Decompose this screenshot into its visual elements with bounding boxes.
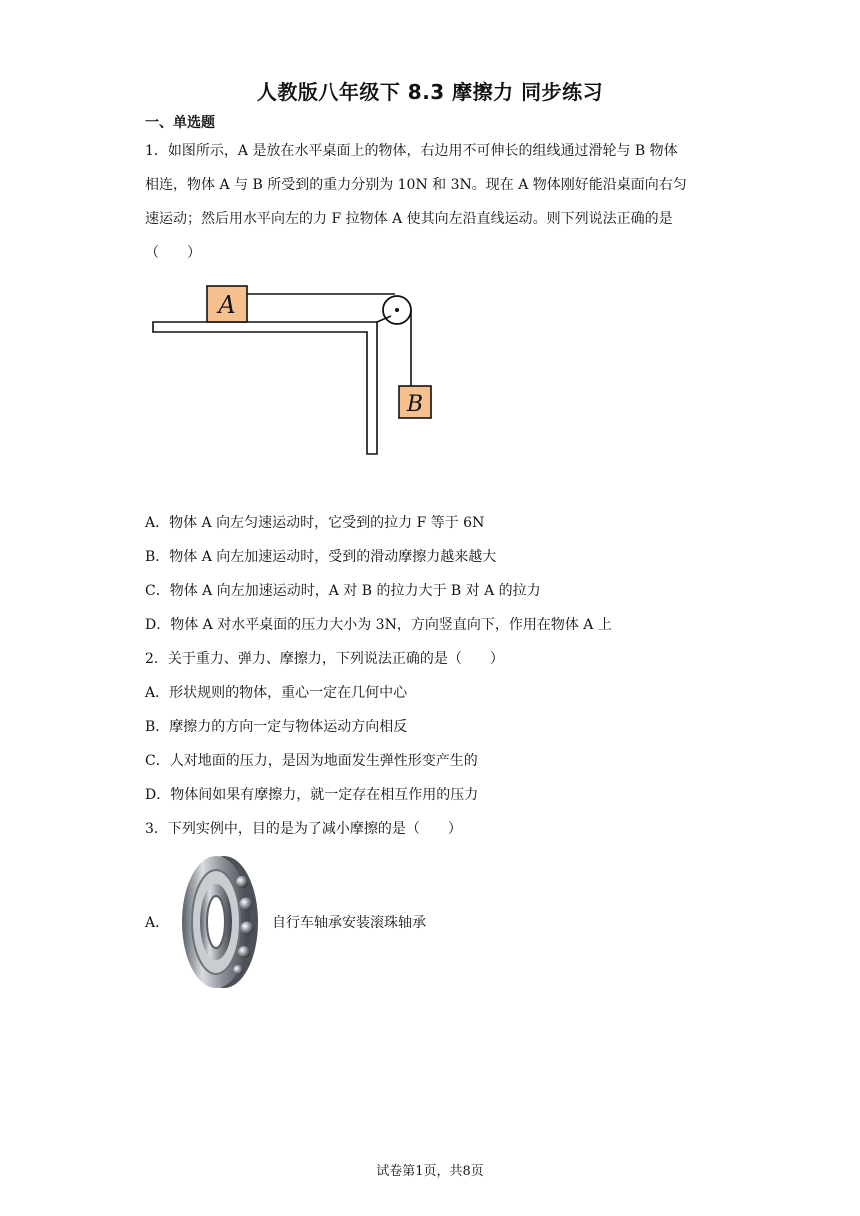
q2-option-d: D．物体间如果有摩擦力，就一定存在相互作用的压力	[145, 787, 479, 803]
block-a-label: A	[218, 291, 236, 319]
pulley-diagram	[145, 278, 445, 460]
page-footer: 试卷第1页，共8页	[376, 1164, 484, 1179]
q1-stem-line-4: （ ）	[145, 245, 201, 261]
q2-option-b: B．摩擦力的方向一定与物体运动方向相反	[145, 719, 408, 735]
bearing-bore	[207, 896, 225, 948]
q1-option-c: C．物体 A 向左加速运动时，A 对 B 的拉力大于 B 对 A 的拉力	[145, 583, 541, 599]
q1-stem-line-3: 速运动；然后用水平向左的力 F 拉物体 A 使其向左沿直线运动。则下列说法正确的是	[145, 211, 673, 227]
bearing-ball	[233, 965, 243, 975]
table-outline	[153, 322, 377, 454]
page-title: 人教版八年级下 8.3 摩擦力 同步练习	[256, 80, 604, 104]
bearing-ball	[241, 922, 254, 935]
q1-option-a: A．物体 A 向左匀速运动时，它受到的拉力 F 等于 6N	[145, 515, 485, 531]
block-b-label: B	[406, 392, 424, 417]
q1-option-b: B．物体 A 向左加速运动时，受到的滑动摩擦力越来越大	[145, 549, 497, 565]
pulley-axle	[395, 308, 399, 312]
q3-stem: 3．下列实例中，目的是为了减小摩擦的是（ ）	[145, 821, 462, 837]
q1-stem-line-1: 1．如图所示，A 是放在水平桌面上的物体，右边用不可伸长的组线通过滑轮与 B 物体	[145, 143, 678, 159]
q3-option-a-label: A．	[145, 915, 170, 931]
q2-option-a: A．形状规则的物体，重心一定在几何中心	[145, 685, 408, 701]
bearing-ball	[240, 898, 253, 911]
bearing-ball	[238, 946, 250, 958]
q1-option-d: D．物体 A 对水平桌面的压力大小为 3N，方向竖直向下，作用在物体 A 上	[145, 617, 612, 633]
q1-stem-line-2: 相连，物体 A 与 B 所受到的重力分别为 10N 和 3N。现在 A 物体刚好能沿桌面向右匀	[145, 177, 687, 193]
bearing-ball	[236, 876, 248, 888]
q3-option-a-text: 自行车轴承安装滚珠轴承	[272, 915, 426, 931]
ball-bearing-image	[180, 854, 260, 990]
q2-option-c: C．人对地面的压力，是因为地面发生弹性形变产生的	[145, 753, 478, 769]
section-heading: 一、单选题	[145, 115, 215, 131]
q2-stem: 2．关于重力、弹力、摩擦力，下列说法正确的是（ ）	[145, 651, 504, 667]
